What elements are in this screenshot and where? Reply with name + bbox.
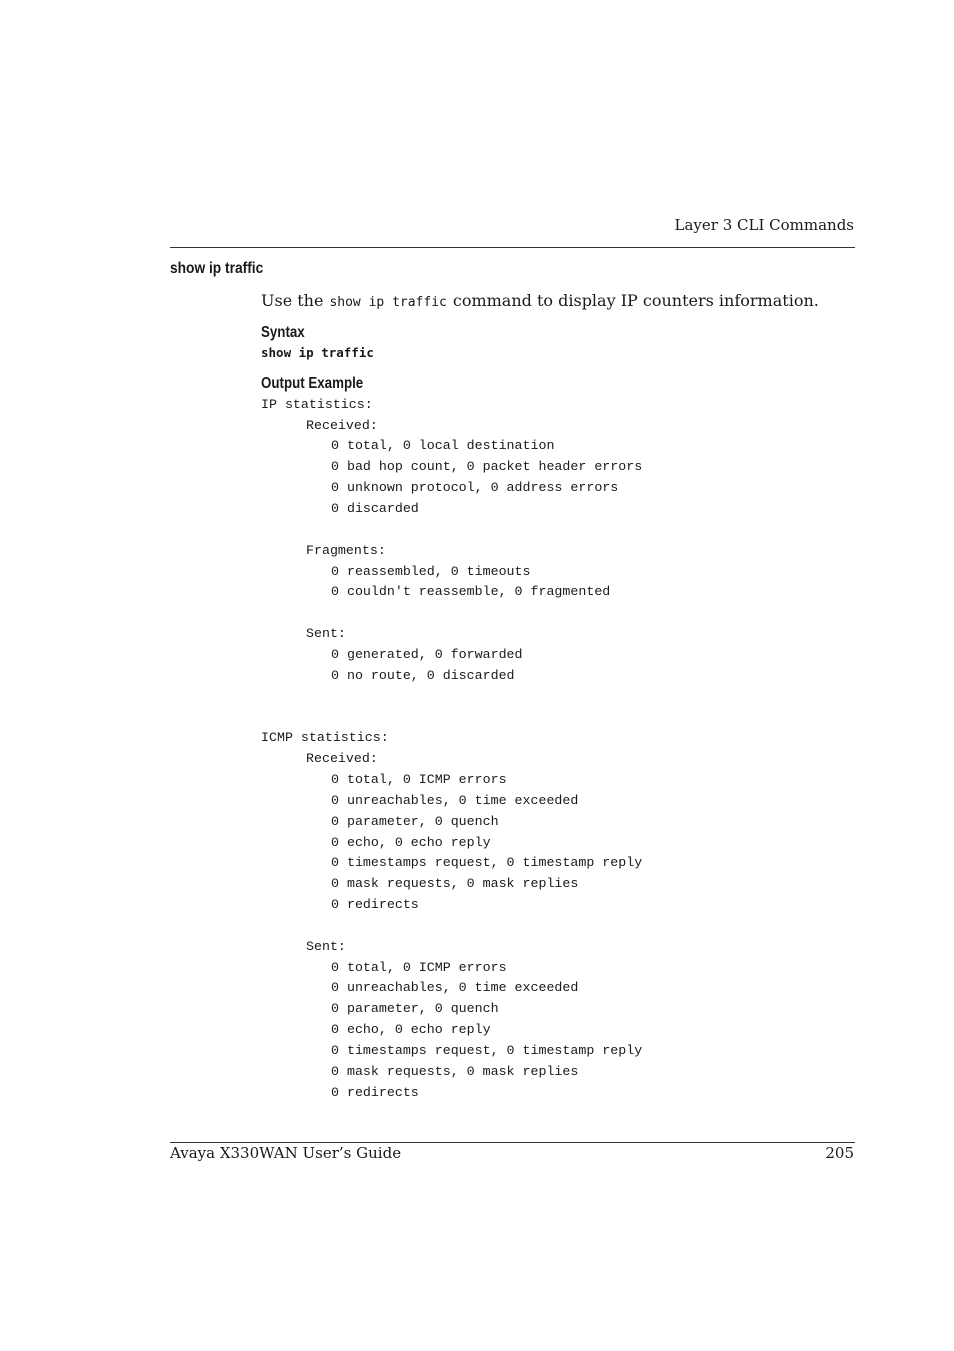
output-line: 0 unknown protocol, 0 address errors — [331, 480, 619, 495]
header-rule — [170, 247, 855, 248]
output-line: 0 couldn't reassemble, 0 fragmented — [331, 584, 611, 599]
output-line: 0 total, 0 ICMP errors — [331, 960, 507, 975]
output-line: Sent: — [306, 939, 346, 954]
output-line: Sent: — [306, 626, 346, 641]
output-line: 0 redirects — [331, 897, 419, 912]
output-line: 0 timestamps request, 0 timestamp reply — [331, 1043, 643, 1058]
page-number: 205 — [825, 1144, 854, 1162]
output-line: 0 echo, 0 echo reply — [331, 835, 491, 850]
output-example-label: Output Example — [261, 375, 364, 392]
output-line: 0 discarded — [331, 501, 419, 516]
output-line: 0 mask requests, 0 mask replies — [331, 1064, 579, 1079]
output-line: 0 generated, 0 forwarded — [331, 647, 523, 662]
output-line: 0 no route, 0 discarded — [331, 668, 515, 683]
output-line: 0 redirects — [331, 1085, 419, 1100]
output-line: 0 total, 0 ICMP errors — [331, 772, 507, 787]
syntax-command: show ip traffic — [261, 345, 374, 360]
intro-text-after: command to display IP counters information. — [452, 291, 819, 310]
output-line: 0 parameter, 0 quench — [331, 814, 499, 829]
output-line: 0 mask requests, 0 mask replies — [331, 876, 579, 891]
intro-paragraph — [261, 291, 819, 310]
intro-command: show ip traffic — [329, 295, 447, 310]
output-line: 0 reassembled, 0 timeouts — [331, 564, 531, 579]
intro-text-before: Use the — [261, 291, 324, 310]
output-line: 0 timestamps request, 0 timestamp reply — [331, 855, 643, 870]
syntax-label: Syntax — [261, 324, 305, 341]
output-line: ICMP statistics: — [261, 730, 389, 745]
running-header: Layer 3 CLI Commands — [674, 216, 854, 234]
footer-rule — [170, 1142, 855, 1143]
output-line: Received: — [306, 751, 378, 766]
section-heading: show ip traffic — [170, 260, 264, 277]
output-line: 0 unreachables, 0 time exceeded — [331, 793, 579, 808]
output-line: 0 total, 0 local destination — [331, 438, 555, 453]
output-line: 0 unreachables, 0 time exceeded — [331, 980, 579, 995]
output-line: 0 parameter, 0 quench — [331, 1001, 499, 1016]
output-line: IP statistics: — [261, 397, 373, 412]
output-line: Received: — [306, 418, 378, 433]
output-line: 0 bad hop count, 0 packet header errors — [331, 459, 643, 474]
output-line: Fragments: — [306, 543, 386, 558]
output-line: 0 echo, 0 echo reply — [331, 1022, 491, 1037]
footer-guide-title: Avaya X330WAN User’s Guide — [170, 1144, 402, 1162]
